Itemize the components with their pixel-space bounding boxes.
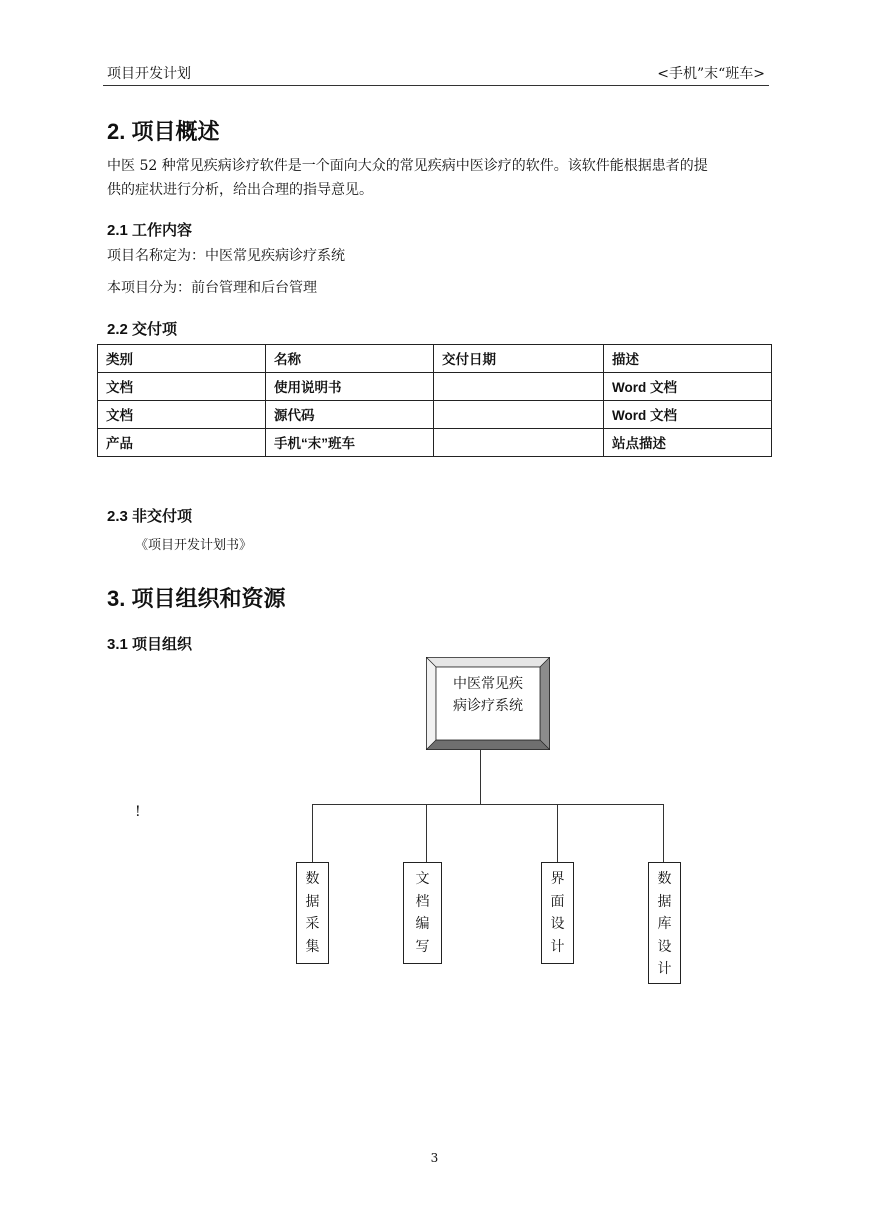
table-header-cell: 交付日期 (434, 345, 604, 373)
org-node-database-design (648, 862, 681, 984)
org-root-line1: 中医常见疾 (453, 676, 523, 692)
org-node-char: 面 (550, 893, 565, 910)
stray-mark: ! (135, 804, 141, 820)
table-cell: 源代码 (266, 401, 434, 429)
org-connector-branch (312, 804, 313, 862)
org-node-char: 数 (657, 871, 672, 887)
section-2-intro-line2: 供的症状进行分析，给出合理的指导意见。 (107, 182, 373, 198)
table-row (98, 429, 772, 457)
org-connector-branch (426, 804, 427, 862)
org-node-char: 计 (550, 938, 565, 955)
section-2-3-title: 2.3 非交付项 (107, 508, 193, 525)
header-rule (103, 85, 769, 86)
table-cell: 站点描述 (604, 429, 772, 457)
header-product: <手机”末“班车> (657, 66, 765, 82)
section-3-1-title: 3.1 项目组织 (107, 636, 193, 653)
org-node-char: 写 (415, 938, 430, 955)
table-header-cell: 描述 (604, 345, 772, 373)
table-row (98, 373, 772, 401)
section-3-title: 3. 项目组织和资源 (107, 586, 286, 611)
org-node-char: 设 (657, 938, 672, 955)
section-2-2-title: 2.2 交付项 (107, 321, 178, 338)
org-node-char: 数 (305, 871, 320, 887)
table-header-row (98, 345, 772, 373)
org-node-char: 库 (657, 916, 672, 932)
org-node-char: 档 (415, 893, 430, 910)
project-name-line: 项目名称定为：中医常见疾病诊疗系统 (107, 248, 345, 264)
org-node-ui-design (541, 862, 574, 964)
table-cell (434, 373, 604, 401)
org-node-data-collection (296, 862, 329, 964)
section-2-1-title: 2.1 工作内容 (107, 222, 193, 239)
org-node-char: 采 (305, 916, 320, 932)
org-node-char: 设 (550, 916, 565, 932)
org-connector-branch (663, 804, 664, 862)
table-cell: 文档 (98, 373, 266, 401)
table-header-cell: 类别 (98, 345, 266, 373)
table-cell: Word 文档 (604, 401, 772, 429)
project-parts-line: 本项目分为：前台管理和后台管理 (107, 280, 317, 296)
table-row (98, 401, 772, 429)
section-2-intro-line1: 中医 52 种常见疾病诊疗软件是一个面向大众的常见疾病中医诊疗的软件。该软件能根据患者的提 (107, 158, 708, 174)
org-node-char: 据 (305, 893, 320, 910)
table-cell: 手机“末”班车 (266, 429, 434, 457)
section-2-title: 2. 项目概述 (107, 119, 220, 144)
header-title: 项目开发计划 (107, 66, 191, 82)
page-number: 3 (430, 1151, 439, 1165)
org-node-char: 编 (415, 916, 430, 932)
table-cell (434, 429, 604, 457)
table-cell: 文档 (98, 401, 266, 429)
non-deliverable-item: 《项目开发计划书》 (135, 538, 253, 553)
org-node-char: 界 (550, 871, 565, 887)
org-connector-bar (312, 804, 664, 805)
org-root-line2: 病诊疗系统 (453, 698, 523, 714)
org-connector-trunk (480, 750, 481, 805)
table-cell: Word 文档 (604, 373, 772, 401)
org-node-char: 文 (415, 871, 430, 887)
deliverables-table (97, 344, 772, 457)
org-node-char: 计 (657, 961, 672, 977)
table-cell: 产品 (98, 429, 266, 457)
table-cell (434, 401, 604, 429)
org-node-char: 集 (305, 938, 320, 955)
org-node-documentation (403, 862, 442, 964)
org-node-char: 据 (657, 893, 672, 910)
table-header-cell: 名称 (266, 345, 434, 373)
table-cell: 使用说明书 (266, 373, 434, 401)
org-connector-branch (557, 804, 558, 862)
